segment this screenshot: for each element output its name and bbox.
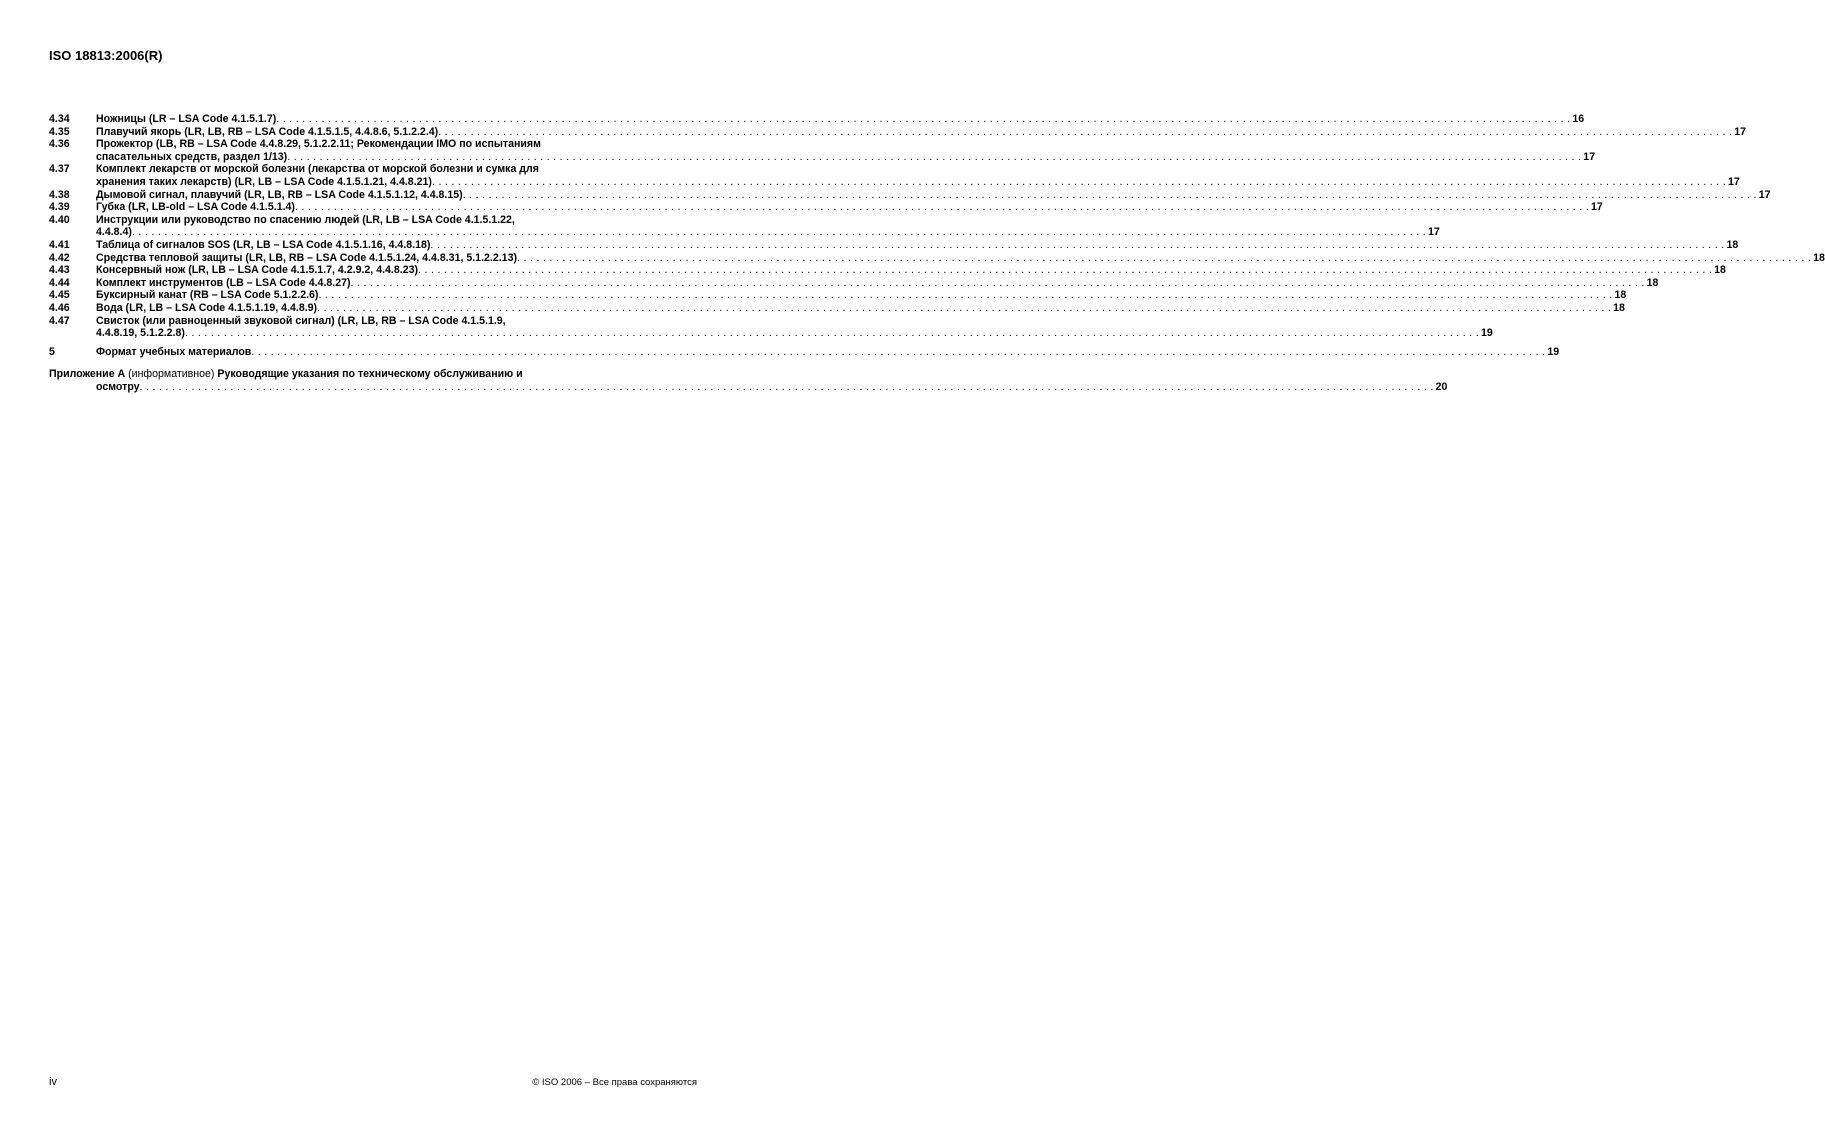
document-header: ISO 18813:2006(R) — [49, 48, 163, 63]
toc-entry[interactable] — [49, 289, 1627, 302]
toc-entry[interactable] — [49, 301, 1625, 315]
toc-entry-page-number: 19 — [1547, 345, 1560, 358]
toc-entry-number: 4.40 — [49, 213, 70, 226]
toc-entry-title: спасательных средств, раздел 1/13) — [96, 150, 288, 163]
footer-page-number: iv — [49, 1076, 57, 1088]
toc-entry-title: Вода (LR, LB – LSA Code 4.1.5.1.19, 4.4.8.9) — [96, 301, 318, 314]
dot-leader: . . . . . . . . . . . . . . . . . . . . . . . . . . . . . . . . . . . . . . . . . . . . . . . . . . . . . . . . . . . . . . . . . . . . . . . . . . . . . . . . . . . . . . . . . . . . . . . . . . . . . . . . . . . . . . . . . . . . . . . . . . . . . . . . . . . . . . . . . . . . . . . . . . . . . . . . . . . . . . . . . . . . . . . . . . . . . . . . . . . . . . . . . . . . . . . . . . . . . . . . — [317, 301, 1612, 314]
toc-entry-page-number: 19 — [1481, 327, 1493, 340]
toc-entry-title-line: Свисток (или равноценный звуковой сигнал) (LR, LB, RB – LSA Code 4.1.5.1.9, — [96, 314, 506, 327]
toc-entry-title: Дымовой сигнал, плавучий (LR, LB, RB – LSA Code 4.1.5.1.12, 4.4.8.15) — [96, 188, 463, 201]
toc-entry-title: Ножницы (LR – LSA Code 4.1.5.1.7) — [96, 113, 277, 125]
toc-entry-page-number: 18 — [1813, 251, 1825, 264]
toc-entry-number: 4.34 — [49, 113, 70, 125]
toc-entry-annex-a[interactable] — [49, 368, 1448, 393]
toc-entry-number: 4.43 — [49, 264, 70, 277]
table-of-contents — [49, 113, 1825, 393]
toc-entry-title-line: Инструкции или руководство по спасению людей (LR, LB – LSA Code 4.1.5.1.22, — [96, 213, 515, 226]
toc-entry-title-line: Комплект лекарств от морской болезни (лекарства от морской болезни и сумка для — [96, 163, 539, 176]
toc-entry-page-number: 17 — [1734, 125, 1747, 138]
annex-note: (информативное) — [128, 368, 215, 381]
toc-entry-page-number: 17 — [1591, 201, 1603, 214]
dot-leader: . . . . . . . . . . . . . . . . . . . . . . . . . . . . . . . . . . . . . . . . . . . . . . . . . . . . . . . . . . . . . . . . . . . . . . . . . . . . . . . . . . . . . . . . . . . . . . . . . . . . . . . . . . . . . . . . . . . . . . . . . . . . . . . . . . . . . . . . . . . . . . . . . . . . . . . . . . . . . . . . . . . . . . . . . . . . . . . . . . . . . . . . . . . . . . . . . . . . . . . . — [350, 276, 1645, 289]
toc-entry-number: 4.41 — [49, 238, 70, 251]
toc-entry-page-number: 18 — [1646, 276, 1659, 289]
toc-entry-page-number: 16 — [1572, 113, 1585, 125]
dot-leader: . . . . . . . . . . . . . . . . . . . . . . . . . . . . . . . . . . . . . . . . . . . . . . . . . . . . . . . . . . . . . . . . . . . . . . . . . . . . . . . . . . . . . . . . . . . . . . . . . . . . . . . . . . . . . . . . . . . . . . . . . . . . . . . . . . . . . . . . . . . . . . . . . . . . . . . . . . . . . . . . . . . . . . . . . . . . . . . . . . . . . . . . . . . . . . . . . . . . . . . . — [131, 226, 1427, 239]
dot-leader: . . . . . . . . . . . . . . . . . . . . . . . . . . . . . . . . . . . . . . . . . . . . . . . . . . . . . . . . . . . . . . . . . . . . . . . . . . . . . . . . . . . . . . . . . . . . . . . . . . . . . . . . . . . . . . . . . . . . . . . . . . . . . . . . . . . . . . . . . . . . . . . . . . . . . . . . . . . . . . . . . . . . . . . . . . . . . . . . . . . . . . . . . . . . . . . . . . . . . . . . — [430, 238, 1725, 251]
toc-entry-number: 4.37 — [49, 163, 70, 176]
toc-entry-title: Консервный нож (LR, LB – LSA Code 4.1.5.1.7, 4.2.9.2, 4.4.8.23) — [96, 264, 419, 277]
toc-entry-page-number: 18 — [1714, 264, 1726, 277]
dot-leader: . . . . . . . . . . . . . . . . . . . . . . . . . . . . . . . . . . . . . . . . . . . . . . . . . . . . . . . . . . . . . . . . . . . . . . . . . . . . . . . . . . . . . . . . . . . . . . . . . . . . . . . . . . . . . . . . . . . . . . . . . . . . . . . . . . . . . . . . . . . . . . . . . . . . . . . . . . . . . . . . . . . . . . . . . . . . . . . . . . . . . . . . . . . . . . . . . . . . . . . . — [251, 345, 1546, 358]
footer-copyright: © ISO 2006 – Все права сохраняются — [532, 1077, 697, 1088]
dot-leader: . . . . . . . . . . . . . . . . . . . . . . . . . . . . . . . . . . . . . . . . . . . . . . . . . . . . . . . . . . . . . . . . . . . . . . . . . . . . . . . . . . . . . . . . . . . . . . . . . . . . . . . . . . . . . . . . . . . . . . . . . . . . . . . . . . . . . . . . . . . . . . . . . . . . . . . . . . . . . . . . . . . . . . . . . . . . . . . . . . . . . . . . . . . . . . . . . . . . . . . . — [318, 289, 1613, 302]
toc-entry[interactable] — [49, 125, 1747, 139]
toc-entry-title: 4.4.8.19, 5.1.2.2.8) — [96, 327, 185, 340]
dot-leader: . . . . . . . . . . . . . . . . . . . . . . . . . . . . . . . . . . . . . . . . . . . . . . . . . . . . . . . . . . . . . . . . . . . . . . . . . . . . . . . . . . . . . . . . . . . . . . . . . . . . . . . . . . . . . . . . . . . . . . . . . . . . . . . . . . . . . . . . . . . . . . . . . . . . . . . . . . . . . . . . . . . . . . . . . . . . . . . . . . . . . . . . . . . . . . . . . . . . . . . . — [462, 188, 1757, 201]
toc-entry[interactable] — [49, 163, 1740, 188]
toc-entry-title-line: Прожектор (LB, RB – LSA Code 4.4.8.29, 5.1.2.2.11; Рекомендации IMO по испытаниям — [96, 138, 541, 151]
toc-entry-title: Комплект инструментов (LB – LSA Code 4.4.8.27) — [96, 276, 351, 289]
toc-entry-title: Средства тепловой защиты (LR, LB, RB – LSA Code 4.1.5.1.24, 4.4.8.31, 5.1.2.2.13) — [96, 251, 517, 264]
toc-entry-page-number: 17 — [1583, 150, 1596, 163]
toc-entry-title: Плавучий якорь (LR, LB, RB – LSA Code 4.1.5.1.5, 4.4.8.6, 5.1.2.2.4) — [96, 125, 439, 138]
toc-entry[interactable] — [49, 264, 1726, 277]
dot-leader: . . . . . . . . . . . . . . . . . . . . . . . . . . . . . . . . . . . . . . . . . . . . . . . . . . . . . . . . . . . . . . . . . . . . . . . . . . . . . . . . . . . . . . . . . . . . . . . . . . . . . . . . . . . . . . . . . . . . . . . . . . . . . . . . . . . . . . . . . . . . . . . . . . . . . . . . . . . . . . . . . . . . . . . . . . . . . . . . . . . . . . . . . . . . . . . . . . . . . . . . — [431, 175, 1727, 188]
dot-leader: . . . . . . . . . . . . . . . . . . . . . . . . . . . . . . . . . . . . . . . . . . . . . . . . . . . . . . . . . . . . . . . . . . . . . . . . . . . . . . . . . . . . . . . . . . . . . . . . . . . . . . . . . . . . . . . . . . . . . . . . . . . . . . . . . . . . . . . . . . . . . . . . . . . . . . . . . . . . . . . . . . . . . . . . . . . . . . . . . . . . . . . . . . . . . . . . . . . . . . . . — [184, 327, 1480, 340]
annex-page-number: 20 — [1435, 380, 1448, 393]
toc-entry-title: Формат учебных материалов — [96, 345, 252, 358]
annex-title: Руководящие указания по техническому обслуживанию и — [217, 368, 523, 381]
toc-entry-number: 4.39 — [49, 201, 70, 214]
toc-entry-title: Буксирный канат (RB – LSA Code 5.1.2.2.6) — [96, 289, 319, 302]
toc-entry-page-number: 18 — [1613, 301, 1625, 314]
annex-title-end: осмотру — [96, 380, 140, 393]
toc-entry[interactable] — [49, 188, 1771, 202]
toc-entry-page-number: 17 — [1728, 175, 1740, 188]
annex-last-line — [96, 380, 1448, 394]
toc-entry-title: Губка (LR, LB-old – LSA Code 4.1.5.1.4) — [96, 201, 295, 214]
toc-entry-number: 5 — [49, 345, 55, 358]
toc-entry-page-number: 18 — [1614, 289, 1627, 302]
toc-entry-number: 4.44 — [49, 276, 70, 289]
toc-entry-page-number: 17 — [1428, 226, 1440, 239]
annex-label: Приложение A — [49, 368, 126, 381]
dot-leader: . . . . . . . . . . . . . . . . . . . . . . . . . . . . . . . . . . . . . . . . . . . . . . . . . . . . . . . . . . . . . . . . . . . . . . . . . . . . . . . . . . . . . . . . . . . . . . . . . . . . . . . . . . . . . . . . . . . . . . . . . . . . . . . . . . . . . . . . . . . . . . . . . . . . . . . . . . . . . . . . . . . . . . . . . . . . . . . . . . . . . . . . . . . . . . . . . . . . . . . . — [418, 264, 1713, 277]
dot-leader: . . . . . . . . . . . . . . . . . . . . . . . . . . . . . . . . . . . . . . . . . . . . . . . . . . . . . . . . . . . . . . . . . . . . . . . . . . . . . . . . . . . . . . . . . . . . . . . . . . . . . . . . . . . . . . . . . . . . . . . . . . . . . . . . . . . . . . . . . . . . . . . . . . . . . . . . . . . . . . . . . . . . . . . . . . . . . . . . . . . . . . . . . . . . . . . . . . . . . . . . — [276, 113, 1571, 125]
toc-entry-title: Таблица of сигналов SOS (LR, LB – LSA Code 4.1.5.1.16, 4.4.8.18) — [96, 238, 431, 251]
toc-entry[interactable] — [49, 138, 1596, 163]
toc-entry-number: 4.47 — [49, 314, 70, 327]
toc-entry-number: 4.42 — [49, 251, 70, 264]
toc-entry-page-number: 18 — [1726, 238, 1739, 251]
toc-entry-number: 4.45 — [49, 289, 70, 302]
toc-entry[interactable] — [49, 113, 1585, 126]
toc-entry-number: 4.36 — [49, 138, 70, 151]
toc-entry-title: 4.4.8.4) — [96, 226, 132, 239]
dot-leader: . . . . . . . . . . . . . . . . . . . . . . . . . . . . . . . . . . . . . . . . . . . . . . . . . . . . . . . . . . . . . . . . . . . . . . . . . . . . . . . . . . . . . . . . . . . . . . . . . . . . . . . . . . . . . . . . . . . . . . . . . . . . . . . . . . . . . . . . . . . . . . . . . . . . . . . . . . . . . . . . . . . . . . . . . . . . . . . . . . . . . . . . . . . . . . . . . . . . . . . . — [139, 380, 1434, 393]
toc-entry-title: хранения таких лекарств) (LR, LB – LSA Code 4.1.5.1.21, 4.4.8.21) — [96, 175, 432, 188]
toc-entry[interactable] — [49, 201, 1603, 214]
toc-entry[interactable] — [49, 238, 1739, 252]
dot-leader: . . . . . . . . . . . . . . . . . . . . . . . . . . . . . . . . . . . . . . . . . . . . . . . . . . . . . . . . . . . . . . . . . . . . . . . . . . . . . . . . . . . . . . . . . . . . . . . . . . . . . . . . . . . . . . . . . . . . . . . . . . . . . . . . . . . . . . . . . . . . . . . . . . . . . . . . . . . . . . . . . . . . . . . . . . . . . . . . . . . . . . . . . . . . . . . . . . . . . . . . — [438, 125, 1733, 138]
toc-entry[interactable] — [49, 276, 1659, 290]
toc-entry-number: 4.35 — [49, 125, 70, 138]
toc-entry[interactable] — [49, 345, 1560, 359]
dot-leader: . . . . . . . . . . . . . . . . . . . . . . . . . . . . . . . . . . . . . . . . . . . . . . . . . . . . . . . . . . . . . . . . . . . . . . . . . . . . . . . . . . . . . . . . . . . . . . . . . . . . . . . . . . . . . . . . . . . . . . . . . . . . . . . . . . . . . . . . . . . . . . . . . . . . . . . . . . . . . . . . . . . . . . . . . . . . . . . . . . . . . . . . . . . . . . . . . . . . . . . . — [517, 251, 1812, 264]
toc-entry[interactable] — [49, 213, 1440, 239]
annex-heading-line — [49, 368, 699, 381]
toc-entry[interactable] — [49, 314, 1493, 340]
toc-entry[interactable] — [49, 251, 1825, 265]
toc-entry-number: 4.46 — [49, 301, 70, 314]
toc-entry-page-number: 17 — [1758, 188, 1771, 201]
dot-leader: . . . . . . . . . . . . . . . . . . . . . . . . . . . . . . . . . . . . . . . . . . . . . . . . . . . . . . . . . . . . . . . . . . . . . . . . . . . . . . . . . . . . . . . . . . . . . . . . . . . . . . . . . . . . . . . . . . . . . . . . . . . . . . . . . . . . . . . . . . . . . . . . . . . . . . . . . . . . . . . . . . . . . . . . . . . . . . . . . . . . . . . . . . . . . . . . . . . . . . . . — [294, 201, 1590, 214]
dot-leader: . . . . . . . . . . . . . . . . . . . . . . . . . . . . . . . . . . . . . . . . . . . . . . . . . . . . . . . . . . . . . . . . . . . . . . . . . . . . . . . . . . . . . . . . . . . . . . . . . . . . . . . . . . . . . . . . . . . . . . . . . . . . . . . . . . . . . . . . . . . . . . . . . . . . . . . . . . . . . . . . . . . . . . . . . . . . . . . . . . . . . . . . . . . . . . . . . . . . . . . . — [287, 150, 1582, 163]
toc-entry-number: 4.38 — [49, 188, 70, 201]
